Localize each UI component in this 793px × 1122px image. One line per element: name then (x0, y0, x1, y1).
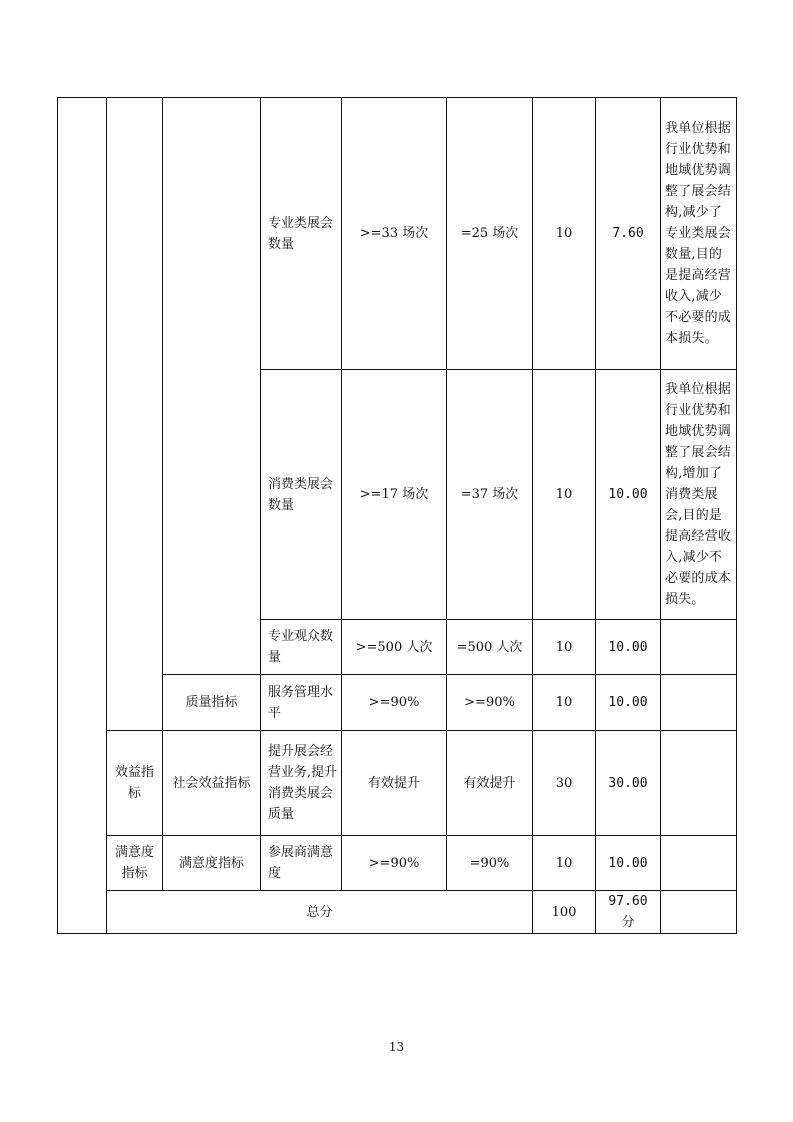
indicator-cell: 参展商满意度 (261, 836, 342, 891)
remark-cell (661, 731, 737, 836)
actual-cell: 有效提升 (447, 731, 533, 836)
score-cell: 7.60 (596, 98, 661, 370)
remark-cell: 我单位根据行业优势和地域优势调整了展会结构,减少了专业类展会数量,目的是提高经营收入,减少不必要的成本损失。 (661, 98, 737, 370)
performance-table (57, 97, 737, 934)
table-row (58, 731, 737, 836)
actual-cell: =25 场次 (447, 98, 533, 370)
category1-cell: 效益指标 (107, 731, 163, 836)
indicator-cell: 专业观众数量 (261, 620, 342, 675)
score-cell: 10.00 (596, 370, 661, 620)
total-label: 总分 (107, 891, 533, 934)
level1-cell-continued (58, 98, 107, 934)
remark-cell (661, 675, 737, 731)
indicator-cell: 提升展会经营业务,提升消费类展会质量 (261, 731, 342, 836)
score-cell: 10.00 (596, 836, 661, 891)
weight-cell: 10 (533, 620, 596, 675)
total-weight: 100 (533, 891, 596, 934)
category2-cell: 社会效益指标 (163, 731, 261, 836)
level2-cell-continued (107, 98, 163, 731)
weight-cell: 10 (533, 836, 596, 891)
actual-cell: >=90% (447, 675, 533, 731)
category2-cell: 质量指标 (163, 675, 261, 731)
level3-cell-continued (163, 98, 261, 675)
actual-cell: =37 场次 (447, 370, 533, 620)
score-cell: 10.00 (596, 620, 661, 675)
target-cell: >=500 人次 (342, 620, 447, 675)
total-remark (661, 891, 737, 934)
score-cell: 30.00 (596, 731, 661, 836)
total-score: 97.60 分 (596, 891, 661, 934)
weight-cell: 10 (533, 98, 596, 370)
total-row (58, 891, 737, 934)
indicator-cell: 专业类展会数量 (261, 98, 342, 370)
indicator-cell: 消费类展会数量 (261, 370, 342, 620)
remark-cell (661, 620, 737, 675)
actual-cell: =90% (447, 836, 533, 891)
target-cell: >=90% (342, 675, 447, 731)
actual-cell: =500 人次 (447, 620, 533, 675)
indicator-cell: 服务管理水平 (261, 675, 342, 731)
page-number: 13 (388, 1040, 405, 1054)
weight-cell: 30 (533, 731, 596, 836)
target-cell: >=33 场次 (342, 98, 447, 370)
target-cell: 有效提升 (342, 731, 447, 836)
table-row (58, 836, 737, 891)
category2-cell: 满意度指标 (163, 836, 261, 891)
weight-cell: 10 (533, 675, 596, 731)
target-cell: >=90% (342, 836, 447, 891)
category1-cell: 满意度指标 (107, 836, 163, 891)
remark-cell (661, 836, 737, 891)
weight-cell: 10 (533, 370, 596, 620)
target-cell: >=17 场次 (342, 370, 447, 620)
remark-cell: 我单位根据行业优势和地域优势调整了展会结构,增加了消费类展会,目的是提高经营收入,减少不必要的成本损失。 (661, 370, 737, 620)
table-row (58, 98, 737, 370)
score-cell: 10.00 (596, 675, 661, 731)
